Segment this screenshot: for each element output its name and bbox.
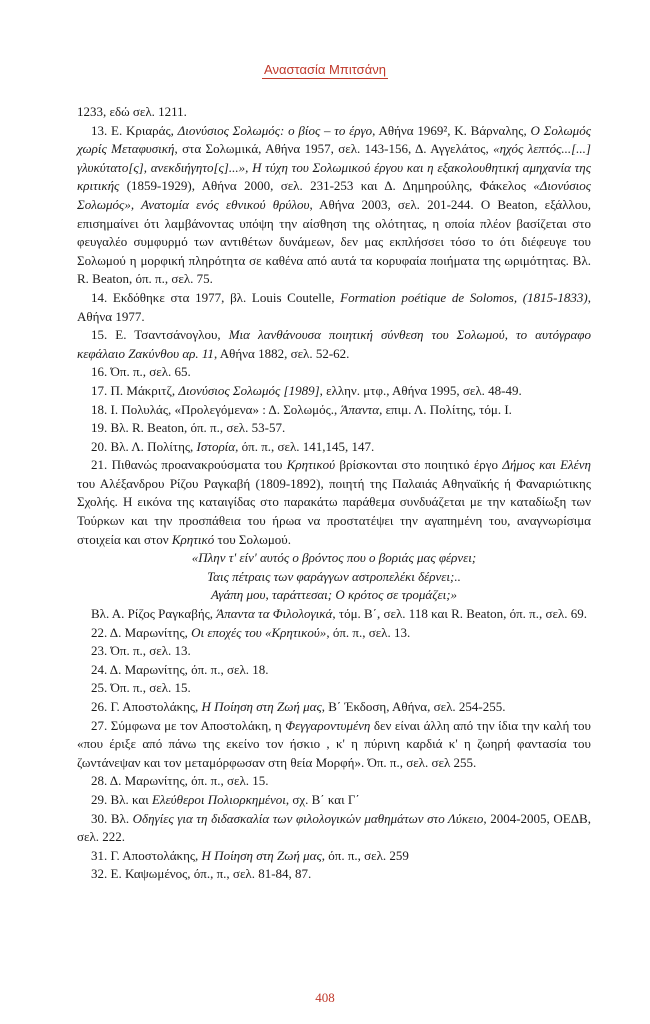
footnote-22: 22. Δ. Μαρωνίτης, Οι εποχές του «Κρητικού», όπ. π., σελ. 13. [91,624,411,640]
footnote-27: 27. Σύμφωνα με τον Αποστολάκη, η Φεγγαροντυμένη δεν είναι άλλη από την ίδια την καλή του «που έριξε από πάνω της εκείνο τον ήσκιο , κ' η πύρινη καρδιά κ' η ζωηρή φαντασία του ζωντάνεψαν και τον μεταμόρφωσαν στη θεία Μορφή». Όπ. π., σελ. σελ 255. [77,717,591,770]
footnote-23: 23. Όπ. π., σελ. 13. [91,643,191,659]
footnote-21-reference: Βλ. Α. Ρίζος Ραγκαβής, Άπαντα τα Φιλολογικά, τόμ. Β΄, σελ. 118 και R. Beaton, όπ. π., σελ. 69. [91,606,587,622]
poem-line-1: «Πλην τ' είν' αυτός ο βρόντος που ο βοριάς μας φέρνει; [191,550,477,566]
footnote-17: 17. Π. Μάκριτζ, Διονύσιος Σολωμός [1989], ελλην. μτφ., Αθήνα 1995, σελ. 48-49. [91,382,522,398]
footnote-12-continued: 1233, εδώ σελ. 1211. [77,104,187,119]
footnote-32: 32. Ε. Καψωμένος, όπ., π., σελ. 81-84, 87. [91,866,312,882]
footnote-26: 26. Γ. Αποστολάκης, Η Ποίηση στη Ζωή μας, Β΄ Έκδοση, Αθήνα, σελ. 254-255. [91,699,506,714]
footnote-30: 30. Βλ. Οδηγίες για τη διδασκαλία των φιλολογικών μαθημάτων στο Λύκειο, 2004-2005, ΟΕΔΒ, σελ. 222. [77,810,591,845]
footnote-28: 28. Δ. Μαρωνίτης, όπ. π., σελ. 15. [91,773,269,789]
footnote-15: 15. Ε. Τσαντσάνογλου, Μια λανθάνουσα ποιητική σύνθεση του Σολωμού, το αυτόγραφο κεφάλαιο Ζακύνθου αρ. 11, Αθήνα 1882, σελ. 52-62. [77,327,591,361]
footnote-31: 31. Γ. Αποστολάκης, Η Ποίηση στη Ζωή μας, όπ. π., σελ. 259 [91,847,409,863]
footnote-29: 29. Βλ. και Ελεύθεροι Πολιορκημένοι, σχ. Β΄ και Γ΄ [91,791,360,807]
footnote-24: 24. Δ. Μαρωνίτης, όπ. π., σελ. 18. [91,661,269,677]
footnote-13: 13. Ε. Κριαράς, Διονύσιος Σολωμός: ο βίος – το έργο, Αθήνα 1969², Κ. Βάρναλης, Ο Σολωμός χωρίς Μεταφυσική, στα Σολωμικά, Αθήνα 1957, σελ. 143-156, Δ. Αγγελάτος, «ηχός λεπτός...[...] γλυκύτατο[ς], ανεκδιήγητο[ς]...», Η τύχη του Σολωμικού έργου και η εξακολουθητική αμηχανία της κριτικής (1859-1929), Αθήνα 2000, σελ. 231-253 και Δ. Δημηρούλης, Φάκελος «Διονύσιος Σολωμός», Ανατομία ενός εθνικού θρύλου, Αθήνα 2003, σελ. 201-244. Ο Beaton, εξάλλου, επισημαίνει ότι λαμβάνοντας υπόψη την αίσθηση της ολότητας, η οποία πλέον βασίζεται στο φευγαλέο συμφυρμό των αντιθέτων δυνάμεων, δεν μας εκπλήσσει τόσο το ότι διέφευγε του Σολωμού η μορφική πληρότητα σε καθένα από αυτά τα κορυφαία ποιήματα της ωριμότητας. Βλ. R. Beaton, όπ. π., σελ. 75. [77,122,592,287]
poem-line-2: Ταις πέτραις των φαράγγων αστροπελέκι δέρνει;.. [207,568,461,584]
author-name: Αναστασία Μπιτσάνη [264,62,386,77]
running-header [0,62,650,77]
footnote-16: 16. Όπ. π., σελ. 65. [91,364,191,380]
footnote-25: 25. Όπ. π., σελ. 15. [91,680,191,696]
footnotes-body [77,103,591,884]
footnote-14: 14. Εκδόθηκε στα 1977, βλ. Louis Coutelle, Formation poétique de Solomos, (1815-1833), Αθήνα 1977. [77,289,591,324]
footnote-18: 18. Ι. Πολυλάς, «Προλεγόμενα» : Δ. Σολωμός., Άπαντα, επιμ. Λ. Πολίτης, τόμ. Ι. [91,401,512,417]
footnote-20: 20. Βλ. Λ. Πολίτης, Ιστορία, όπ. π., σελ. 141,145, 147. [91,438,375,454]
footnote-19: 19. Βλ. R. Beaton, όπ. π., σελ. 53-57. [91,420,286,436]
poem-line-3: Αγάπη μου, ταράττεσαι; Ο κρότος σε τρομάζει;» [210,587,458,603]
footnote-21: 21. Πιθανώς προαvακρούσματα του Κρητικού βρίσκονται στο ποιητικό έργο Δήμος και Ελένη του Αλέξανδρου Ρίζου Ραγκαβή (1809-1892), ποιητή της Παλαιάς Αθηναϊκής ή Φαναριώτικης Σχολής. Η εικόνα της καταιγίδας στο παρακάτω παράθεμα συνδυάζεται με την καταδίωξη των Τούρκων και την προσπάθεια του ήρωα να προστατέψει την αγαπημένη του, αναγνωρίσιμα στοιχεία και στον Κρητικό του Σολωμού. [77,457,591,547]
page-number: 408 [315,990,335,1005]
